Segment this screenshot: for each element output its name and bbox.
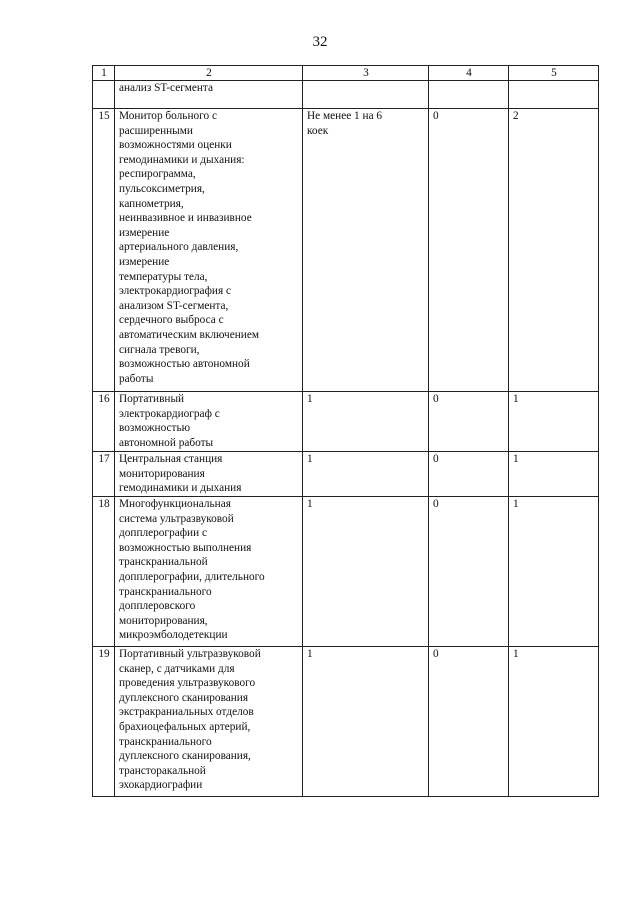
equipment-name: анализ ST-сегмента (119, 82, 213, 94)
equipment-table (92, 65, 599, 797)
row-number: 17 (93, 452, 115, 497)
equipment-name: Портативный ультразвуковой сканер, с датчиками для проведения ультразвукового дуплексного сканирования экстракраниальных отделов брахиоцефальных артерий, транскраниального дуплексного сканирования, трансторакальной эхокардиографии (119, 648, 261, 792)
page-number: 32 (312, 34, 328, 50)
table-header-row (93, 66, 599, 81)
column-header: 2 (115, 66, 303, 81)
table-row (93, 497, 599, 647)
column-5-cell: 1 (509, 392, 599, 452)
row-number (93, 81, 115, 109)
quantity-value: 1 (307, 648, 313, 660)
column-header: 1 (93, 66, 115, 81)
equipment-name: Центральная станция мониторирования гемодинамики и дыхания (119, 453, 242, 495)
column-5-cell: 1 (509, 497, 599, 647)
row-number: 16 (93, 392, 115, 452)
table-row (93, 81, 599, 109)
column-4-cell: 0 (429, 647, 509, 797)
column-5-cell: 1 (509, 647, 599, 797)
equipment-name: Монитор больного с расширенными возможностями оценки гемодинамики и дыхания: респирограмма, пульсоксиметрия, капнометрия, неинвазивное и инвазивное измерение артериального давления, измерение температуры тела, электрокардиография с анализом ST-сегмента, сердечного выброса с автоматическим включением сигнала тревоги, возможностью автономной работы (119, 110, 259, 385)
equipment-name-cell (115, 647, 303, 797)
quantity-cell (303, 452, 429, 497)
column-header: 4 (429, 66, 509, 81)
quantity-value: Не менее 1 на 6 коек (307, 110, 383, 137)
column-4-cell: 0 (429, 392, 509, 452)
column-4-cell (429, 81, 509, 109)
quantity-cell (303, 81, 429, 109)
column-header: 3 (303, 66, 429, 81)
table-row (93, 647, 599, 797)
table-row (93, 109, 599, 392)
quantity-cell (303, 497, 429, 647)
equipment-name-cell (115, 497, 303, 647)
column-4-cell: 0 (429, 497, 509, 647)
equipment-name: Портативный электрокардиограф с возможностью автономной работы (119, 393, 220, 449)
equipment-name-cell (115, 392, 303, 452)
equipment-name: Многофункциональная система ультразвуковой допплерографии с возможностью выполнения транскраниальной допплерографии, длительного транскраниального допплеровского мониторирования, микроэмболодетекции (119, 498, 265, 642)
column-5-cell: 2 (509, 109, 599, 392)
quantity-cell (303, 647, 429, 797)
column-5-cell: 1 (509, 452, 599, 497)
column-header: 5 (509, 66, 599, 81)
quantity-value: 1 (307, 498, 313, 510)
equipment-name-cell (115, 81, 303, 109)
quantity-cell (303, 392, 429, 452)
row-number: 18 (93, 497, 115, 647)
equipment-name-cell (115, 452, 303, 497)
table-row (93, 392, 599, 452)
column-4-cell: 0 (429, 109, 509, 392)
column-4-cell: 0 (429, 452, 509, 497)
column-5-cell (509, 81, 599, 109)
quantity-value: 1 (307, 453, 313, 465)
quantity-value: 1 (307, 393, 313, 405)
table-row (93, 452, 599, 497)
equipment-name-cell (115, 109, 303, 392)
row-number: 15 (93, 109, 115, 392)
quantity-cell (303, 109, 429, 392)
row-number: 19 (93, 647, 115, 797)
